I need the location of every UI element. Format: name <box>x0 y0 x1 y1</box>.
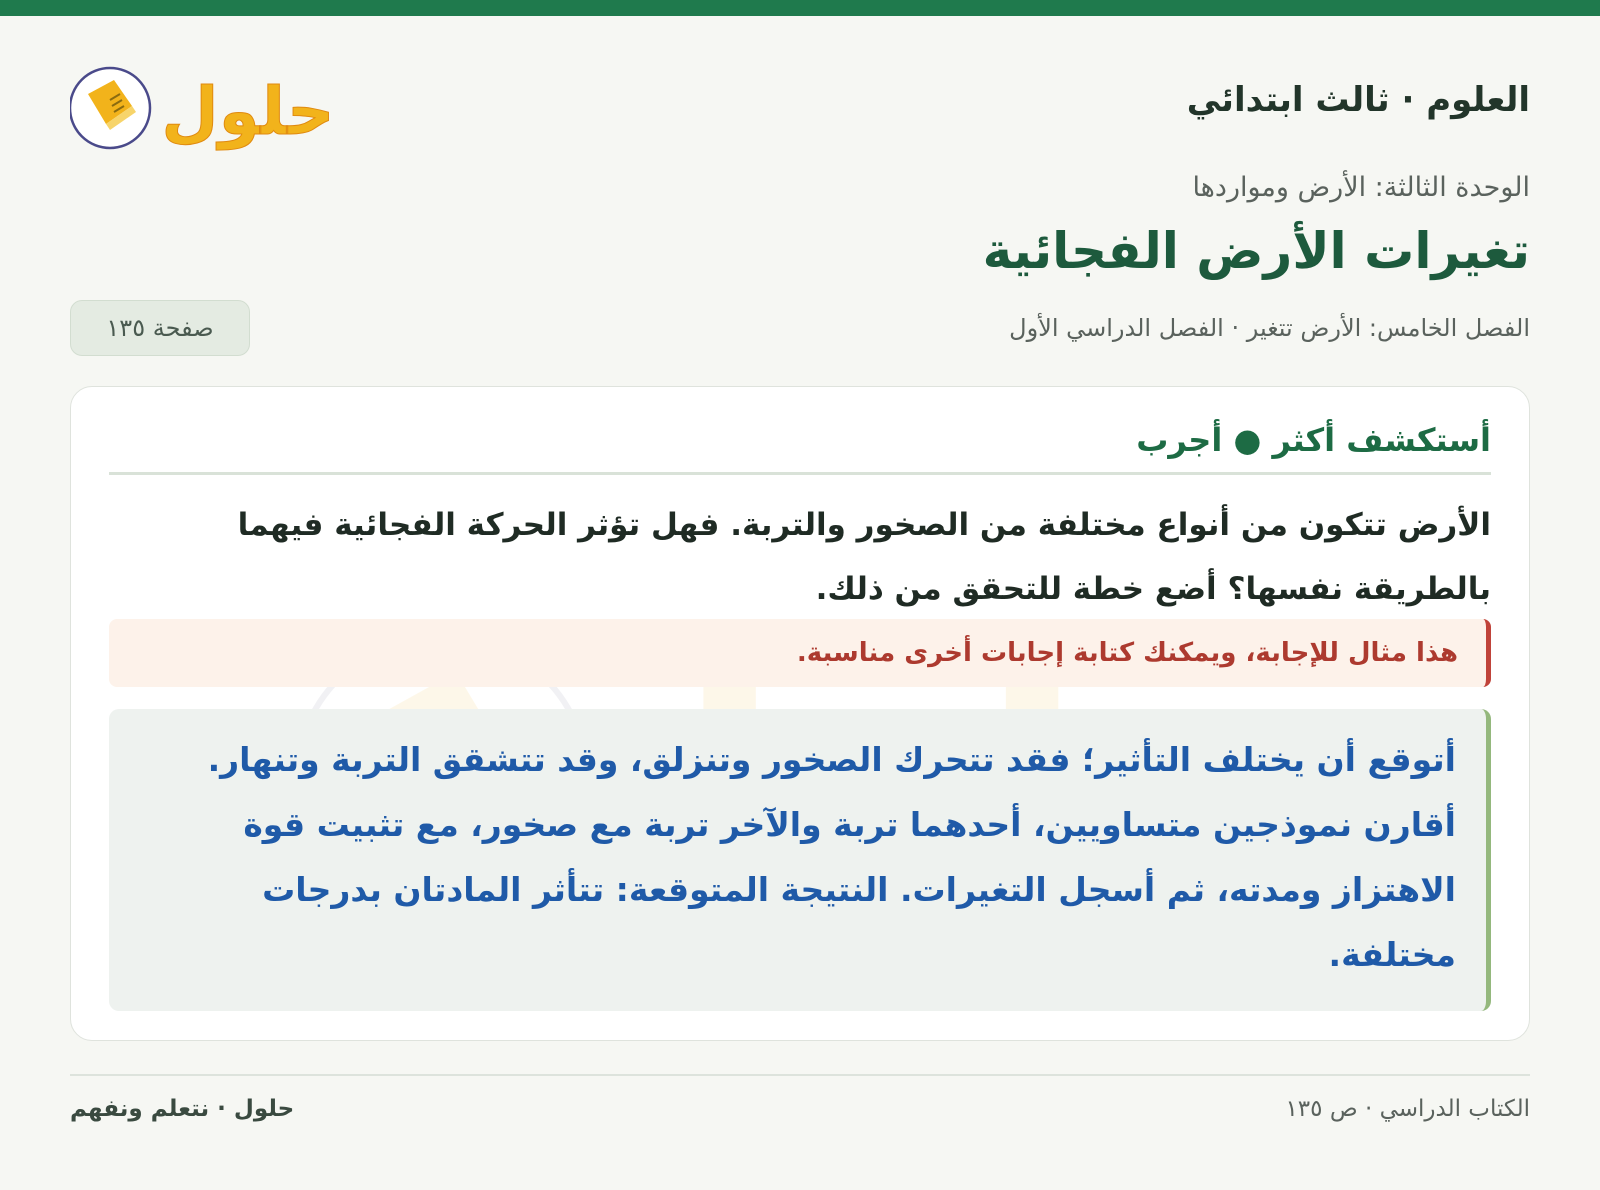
footer-divider <box>70 1074 1530 1076</box>
footer-brand: حلول · نتعلم ونفهم <box>70 1096 295 1122</box>
page-number-badge: صفحة ١٣٥ <box>70 300 250 356</box>
footer-book-page: الكتاب الدراسي · ص ١٣٥ <box>1285 1096 1530 1122</box>
sample-answer-note <box>109 619 1491 687</box>
sample-answer-note-text: هذا مثال للإجابة، ويمكنك كتابة إجابات أخرى مناسبة. <box>796 638 1458 668</box>
lesson-title: تغيرات الأرض الفجائية <box>982 222 1530 280</box>
card-content <box>109 387 1491 1040</box>
hulul-logo <box>70 50 340 160</box>
section-title: أستكشف أكثر ● أجرب <box>1136 421 1491 459</box>
exercise-card <box>70 386 1530 1041</box>
chapter-semester-label: الفصل الخامس: الأرض تتغير · الفصل الدراسي الأول <box>1009 314 1530 342</box>
answer-text: أتوقع أن يختلف التأثير؛ فقد تتحرك الصخور وتنزلق، وقد تتشقق التربة وتنهار. أقارن نموذجين متساويين، أحدهما تربة والآخر تربة مع صخور، مع تثبيت قوة الاهتزاز ومدته، ثم أسجل التغيرات. النتيجة المتوقعة: تتأثر المادتان بدرجات مختلفة. <box>109 709 1491 1011</box>
page <box>70 16 1530 1190</box>
question-text: الأرض تتكون من أنواع مختلفة من الصخور والتربة. فهل تؤثر الحركة الفجائية فيهما بالطريقة نفسها؟ أضع خطة للتحقق من ذلك. <box>237 507 1491 607</box>
section-divider <box>109 472 1491 475</box>
unit-label: الوحدة الثالثة: الأرض ومواردها <box>1192 172 1530 203</box>
subject-grade-title: العلوم · ثالث ابتدائي <box>1186 80 1530 120</box>
top-accent-bar <box>0 0 1600 16</box>
logo-text: حلول <box>161 73 335 150</box>
